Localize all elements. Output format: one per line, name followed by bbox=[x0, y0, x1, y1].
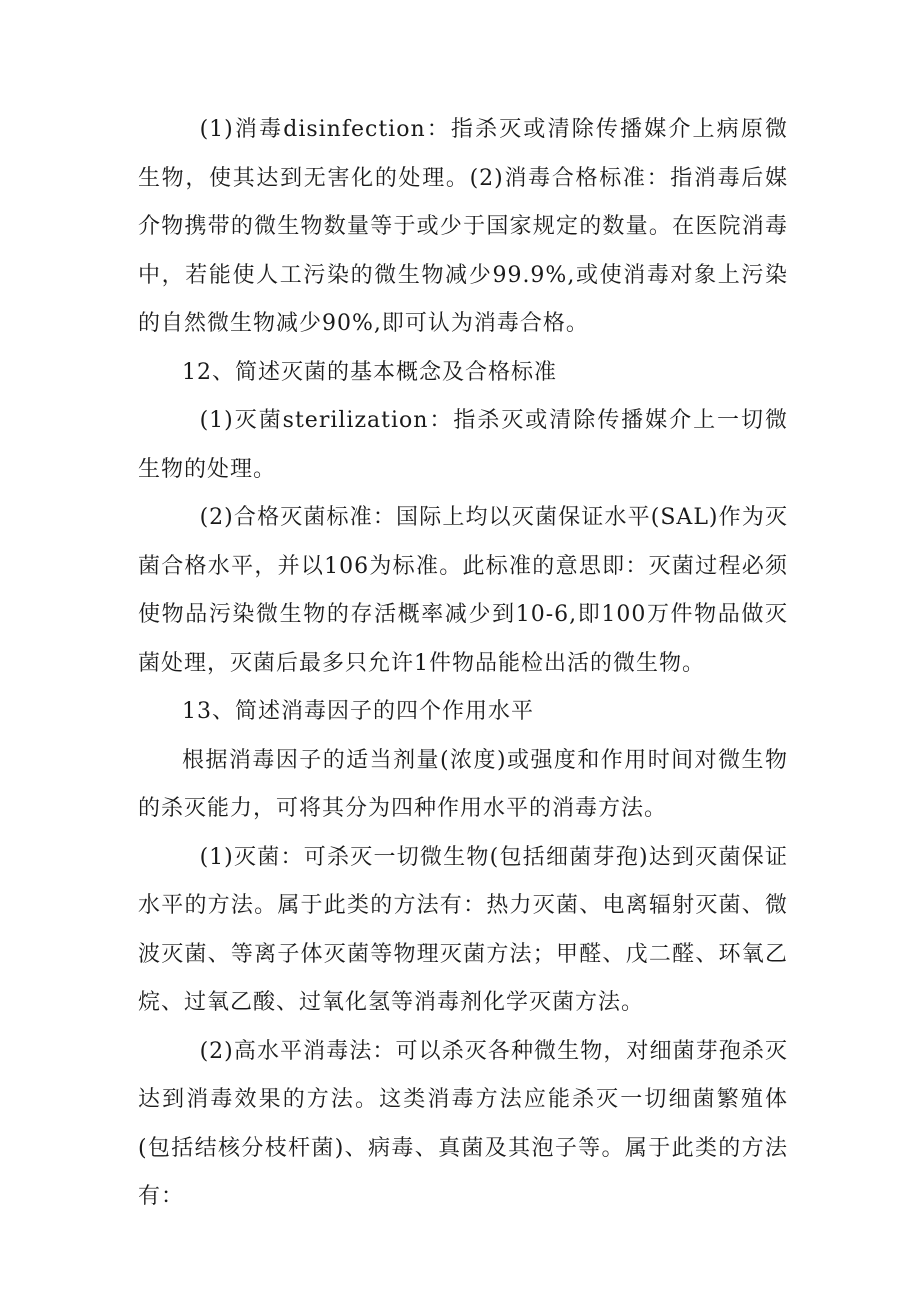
document-body bbox=[138, 106, 788, 1222]
paragraph-disinfection-definition: (1)消毒disinfection：指杀灭或清除传播媒介上病原微生物，使其达到无害化的处理。(2)消毒合格标准：指消毒后媒介物携带的微生物数量等于或少于国家规定的数量。在医院消毒中，若能使人工污染的微生物减少99.9%,或使消毒对象上污染的自然微生物减少90%,即可认为消毒合格。 bbox=[138, 117, 788, 336]
paragraph-sterilization-definition: (1)灭菌sterilization：指杀灭或清除传播媒介上一切微生物的处理。 bbox=[138, 408, 788, 482]
heading-question-13: 13、简述消毒因子的四个作用水平 bbox=[182, 699, 534, 724]
paragraph-action-levels-intro: 根据消毒因子的适当剂量(浓度)或强度和作用时间对微生物的杀灭能力，可将其分为四种作用水平的消毒方法。 bbox=[138, 747, 788, 821]
paragraph-high-level-disinfection: (2)高水平消毒法：可以杀灭各种微生物，对细菌芽孢杀灭达到消毒效果的方法。这类消毒方法应能杀灭一切细菌繁殖体(包括结核分枝杆菌)、病毒、真菌及其泡子等。属于此类的方法有： bbox=[138, 1038, 788, 1209]
heading-question-12: 12、简述灭菌的基本概念及合格标准 bbox=[182, 359, 557, 385]
paragraph-sterilization-standard: (2)合格灭菌标准：国际上均以灭菌保证水平(SAL)作为灭菌合格水平，并以106为标准。此标准的意思即：灭菌过程必须使物品污染微生物的存活概率减少到10-6,即100万件物品做灭菌处理，灭菌后最多只允许1件物品能检出活的微生物。 bbox=[138, 505, 788, 676]
paragraph-sterilization-level: (1)灭菌：可杀灭一切微生物(包括细菌芽孢)达到灭菌保证水平的方法。属于此类的方法有：热力灭菌、电离辐射灭菌、微波灭菌、等离子体灭菌等物理灭菌方法；甲醛、戊二醛、环氧乙烷、过氧乙酸、过氧化氢等消毒剂化学灭菌方法。 bbox=[138, 844, 788, 1015]
